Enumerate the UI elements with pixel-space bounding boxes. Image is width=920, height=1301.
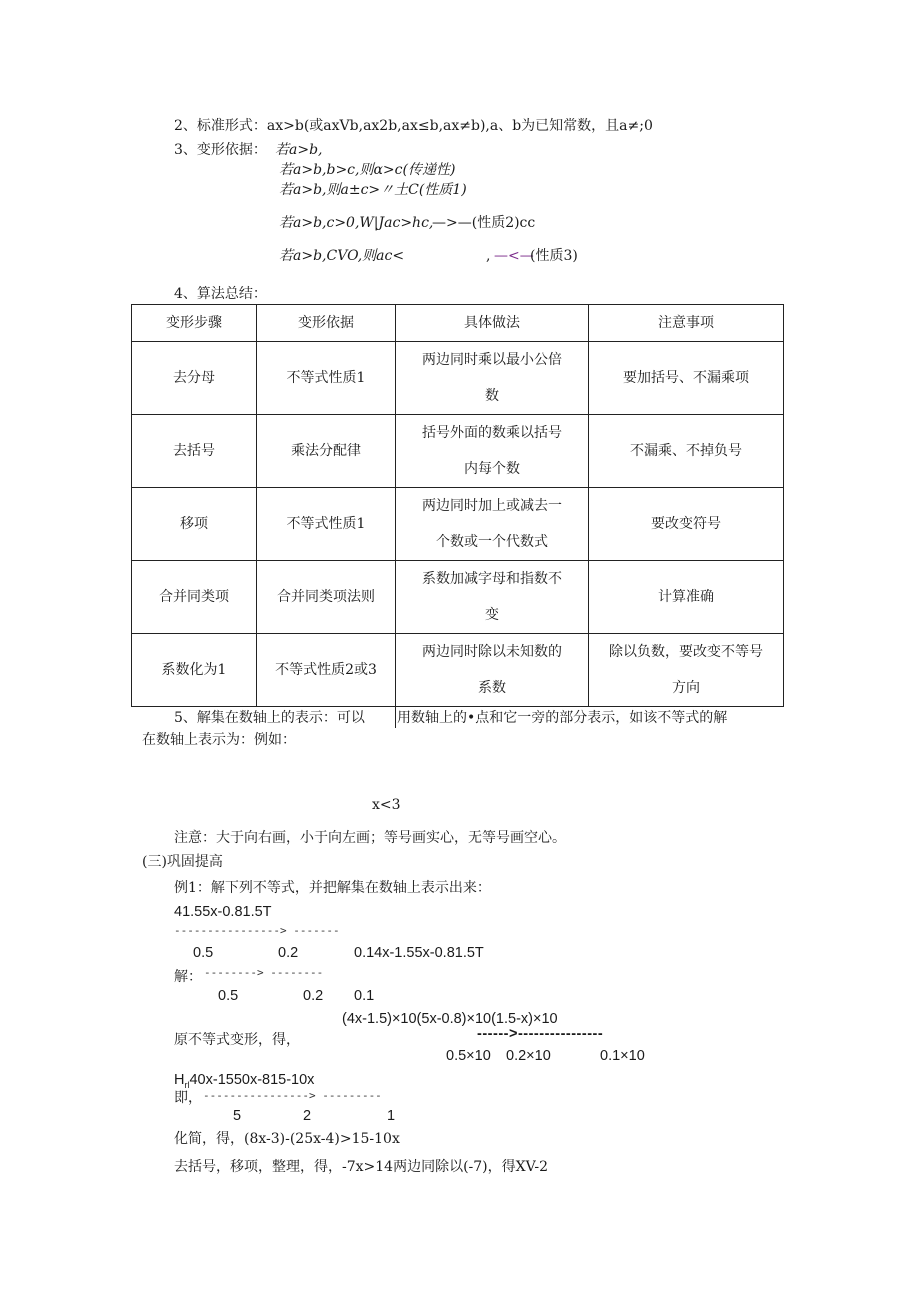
equation-integer-sub: rl	[184, 1079, 190, 1090]
method-line-1: 系数加减字母和指数不	[422, 571, 562, 587]
cell-note	[589, 342, 784, 415]
final-line: 去括号，移项，整理，得，-7x>14两边同除以(-7)，得XV-2	[174, 1159, 549, 1175]
number-line-intro-c: 在数轴上表示为：例如：	[142, 732, 296, 748]
table-header-row	[132, 305, 784, 342]
note-line-2: 方向	[672, 680, 700, 696]
basis-line-transitive: 若a>b,b>c,则α>c(传递性)	[279, 162, 456, 178]
cell-note	[589, 415, 784, 488]
cell-step: 移项	[132, 488, 257, 561]
example1-prompt: 例1：解下列不等式，并把解集在数轴上表示出来：	[174, 880, 491, 896]
basis-line-property3-a: 若a>b,CVO,则ac<	[279, 248, 405, 264]
cell-basis: 不等式性质1	[257, 488, 396, 561]
number-line-intro-b: 用数轴上的•点和它一旁的部分表示，如该不等式的解	[397, 710, 728, 726]
header-basis: 变形依据	[257, 305, 396, 342]
denominator-4a: 5	[233, 1108, 242, 1124]
cell-method	[396, 342, 589, 415]
drawing-note: 注意：大于向右画，小于向左画；等号画实心，无等号画空心。	[174, 830, 566, 846]
transform-basis-label: 3、变形依据：	[174, 142, 267, 158]
cell-step: 去括号	[132, 415, 257, 488]
method-line-1: 两边同时乘以最小公倍	[422, 352, 562, 368]
denominator-1a: 0.5	[193, 945, 214, 961]
number-line-intro-a: 5、解集在数轴上的表示：可以	[174, 710, 365, 726]
note-line-1: 不漏乘、不掉负号	[630, 443, 742, 459]
table-row	[132, 342, 784, 415]
header-note: 注意事项	[589, 305, 784, 342]
table-row	[132, 488, 784, 561]
method-line-2: 系数	[478, 680, 506, 696]
basis-line-property2-b: —>—(性质2)cc	[432, 215, 536, 231]
cell-method	[396, 634, 589, 707]
cell-method	[396, 488, 589, 561]
table-row	[132, 561, 784, 634]
denominator-3b: 0.2×10	[506, 1048, 551, 1064]
basis-line-property3-comma: ,	[486, 248, 491, 264]
consolidate-title: (三)巩固提高	[142, 854, 223, 870]
ji-label: 即，	[174, 1090, 202, 1106]
fraction-bar-3: ------>----------------	[477, 1026, 604, 1042]
method-line-1: 两边同时除以未知数的	[422, 644, 562, 660]
table-divider-tail	[395, 706, 396, 728]
fraction-bar-4: ----------------> ---------	[203, 1089, 382, 1102]
denominator-1b: 0.2	[278, 945, 299, 961]
cell-method	[396, 561, 589, 634]
table-row	[132, 634, 784, 707]
table-row	[132, 415, 784, 488]
cell-basis: 合并同类项法则	[257, 561, 396, 634]
method-line-2: 变	[485, 607, 499, 623]
cell-note	[589, 634, 784, 707]
header-step: 变形步骤	[132, 305, 257, 342]
equation-multiplied: (4x-1.5)×10(5x-0.8)×10(1.5-x)×10	[342, 1011, 558, 1027]
note-line-1: 要加括号、不漏乘项	[623, 370, 749, 386]
transform-label: 原不等式变形，得，	[174, 1032, 300, 1048]
cell-basis: 乘法分配律	[257, 415, 396, 488]
method-line-2: 数	[485, 388, 499, 404]
method-line-2: 内每个数	[464, 461, 520, 477]
cell-step: 系数化为1	[132, 634, 257, 707]
header-method: 具体做法	[396, 305, 589, 342]
equation-integer-prefix: H	[174, 1072, 185, 1088]
equation-top: 41.55x-0.81.5T	[174, 904, 272, 920]
denominator-3c: 0.1×10	[600, 1048, 645, 1064]
fraction-bar-2: --------> --------	[204, 966, 324, 979]
denominator-4b: 2	[303, 1108, 312, 1124]
solve-label: 解：	[174, 969, 202, 985]
denominator-2a: 0.5	[218, 988, 239, 1004]
standard-form-line: 2、标准形式：ax>b(或axVb,ax2b,ax≤b,ax≠b),a、b为已知常数，且a≠;0	[174, 118, 653, 134]
cell-note	[589, 488, 784, 561]
basis-line-property3-b: (性质3)	[530, 248, 578, 264]
denominator-3a: 0.5×10	[446, 1048, 491, 1064]
denominator-4c: 1	[387, 1108, 396, 1124]
basis-line-property2-a: 若a>b,c>0,W|Jac>hc,	[279, 215, 434, 231]
denominator-2b: 0.2	[303, 988, 324, 1004]
cell-basis: 不等式性质2或3	[257, 634, 396, 707]
method-line-1: 括号外面的数乘以括号	[422, 425, 562, 441]
equation-integer-body: 40x-1550x-815-10x	[189, 1072, 315, 1088]
note-line-1: 除以负数，要改变不等号	[609, 644, 763, 660]
denominator-2c: 0.1	[354, 988, 375, 1004]
cell-note	[589, 561, 784, 634]
basis-line-0: 若a>b,	[275, 142, 323, 158]
note-line-1: 计算准确	[658, 589, 714, 605]
method-line-1: 两边同时加上或减去一	[422, 498, 562, 514]
simplify-line: 化简，得，(8x-3)-(25x-4)>15-10x	[174, 1131, 400, 1147]
fraction-bar-1: ----------------> -------	[174, 924, 340, 937]
example-inequality: x<3	[372, 797, 401, 813]
basis-line-property1: 若a>b,则a±c>〃土C(性质1)	[279, 182, 467, 198]
algorithm-summary-label: 4、算法总结：	[174, 286, 267, 302]
method-line-2: 个数或一个代数式	[436, 534, 548, 550]
equation-right: 0.14x-1.55x-0.81.5T	[354, 945, 484, 961]
cell-step: 去分母	[132, 342, 257, 415]
cell-basis: 不等式性质1	[257, 342, 396, 415]
cell-method	[396, 415, 589, 488]
basis-line-property3-fraction: —<—	[494, 248, 534, 264]
note-line-1: 要改变符号	[651, 516, 721, 532]
cell-step: 合并同类项	[132, 561, 257, 634]
algorithm-table	[131, 304, 784, 707]
